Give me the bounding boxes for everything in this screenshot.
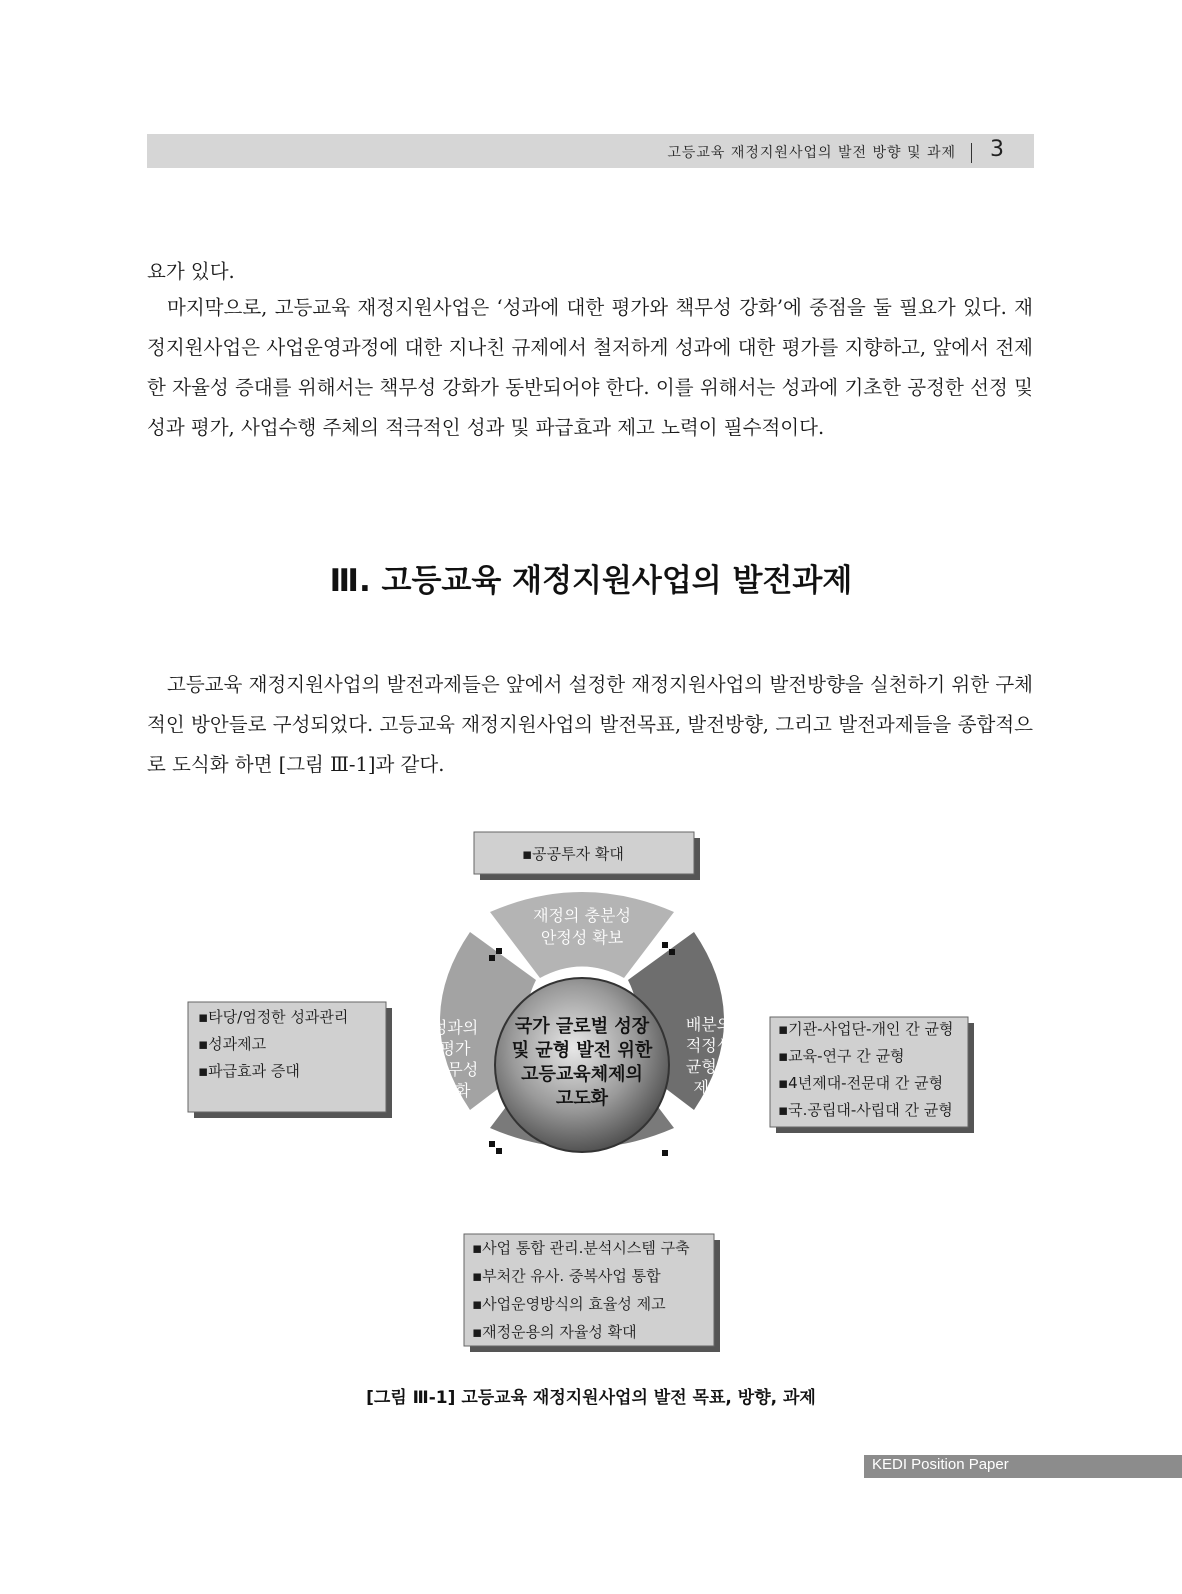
footer-text: KEDI Position Paper bbox=[872, 1456, 1009, 1473]
left-box-item-1: ▪타당/엄정한 성과관리 bbox=[198, 1008, 349, 1026]
segment-bottom-line-2: 자율성 강화 bbox=[540, 1180, 624, 1199]
segment-right-line-4: 제고 bbox=[693, 1078, 725, 1097]
center-text-line-3: 고등교육체제의 bbox=[521, 1064, 643, 1085]
segment-bottom-line-1: 운영의 효율성 bbox=[533, 1156, 631, 1175]
strategy-diagram bbox=[0, 830, 1182, 1375]
footer-bar bbox=[864, 1455, 1182, 1478]
section-heading: Ⅲ. 고등교육 재정지원사업의 발전과제 bbox=[329, 563, 853, 599]
center-text-line-4: 고도화 bbox=[555, 1088, 609, 1109]
figure-caption: [그림 Ⅲ-1] 고등교육 재정지원사업의 발전 목표, 방향, 과제 bbox=[366, 1388, 816, 1408]
segment-right-line-2: 적정성 bbox=[685, 1036, 733, 1055]
segment-top-line-1: 재정의 충분성 bbox=[533, 906, 631, 925]
top-box-item: ▪공공투자 확대 bbox=[522, 845, 624, 863]
left-box-item-3: ▪파급효과 증대 bbox=[198, 1062, 300, 1080]
segment-right-line-1: 배분의 bbox=[685, 1015, 733, 1034]
left-box-item-2: ▪성과제고 bbox=[198, 1035, 267, 1053]
bottom-box-item-3: ▪사업운영방식의 효율성 제고 bbox=[472, 1295, 666, 1313]
bottom-box-item-1: ▪사업 통합 관리.분석시스템 구축 bbox=[472, 1239, 690, 1257]
segment-left-line-4: 강화 bbox=[439, 1081, 471, 1100]
center-text-line-2: 및 균형 발전 위한 bbox=[511, 1040, 653, 1061]
header-separator bbox=[971, 143, 972, 163]
right-box-item-2: ▪교육-연구 간 균형 bbox=[778, 1047, 905, 1065]
segment-left-line-1: 성과의 bbox=[431, 1018, 479, 1037]
right-box-item-3: ▪4년제대-전문대 간 균형 bbox=[778, 1074, 944, 1092]
segment-top-line-2: 안정성 확보 bbox=[540, 928, 624, 947]
bottom-box-item-4: ▪재정운용의 자율성 확대 bbox=[472, 1323, 637, 1341]
right-box-item-1: ▪기관-사업단-개인 간 균형 bbox=[778, 1020, 954, 1038]
running-header bbox=[147, 134, 1034, 168]
segment-left-line-3: 책무성 bbox=[431, 1060, 479, 1079]
segment-left-line-2: 평가 bbox=[439, 1039, 471, 1058]
paragraph-intro-tasks: 고등교육 재정지원사업의 발전과제들은 앞에서 설정한 재정지원사업의 발전방향을 실천하기 위한 구체적인 방안들로 구성되었다. 고등교육 재정지원사업의 발전목표, 발전방향, 그리고 발전과제들을 종합적으로 도식화 하면 [그림 Ⅲ-1]과 같다. bbox=[147, 673, 1033, 776]
right-box-item-4: ▪국.공립대-사립대 간 균형 bbox=[778, 1101, 953, 1119]
bottom-box-item-2: ▪부처간 유사. 중복사업 통합 bbox=[472, 1267, 661, 1285]
paragraph-continuation: 요가 있다. bbox=[147, 260, 235, 283]
paragraph-accountability: 마지막으로, 고등교육 재정지원사업은 ‘성과에 대한 평가와 책무성 강화’에 중점을 둘 필요가 있다. 재정지원사업은 사업운영과정에 대한 지나친 규제에서 철저하게 성과에 대한 평가를 지향하고, 앞에서 전제한 자율성 증대를 위해서는 책무성 강화가 동반되어야 한다. 이를 위해서는 성과에 기초한 공정한 선정 및 성과 평가, 사업수행 주체의 적극적인 성과 및 파급효과 제고 노력이 필수적이다. bbox=[147, 296, 1033, 439]
page-number: 3 bbox=[990, 137, 1004, 162]
segment-right-line-3: 균형성 bbox=[685, 1057, 733, 1076]
center-text-line-1: 국가 글로벌 성장 bbox=[514, 1016, 650, 1037]
running-header-title: 고등교육 재정지원사업의 발전 방향 및 과제 bbox=[667, 145, 956, 161]
